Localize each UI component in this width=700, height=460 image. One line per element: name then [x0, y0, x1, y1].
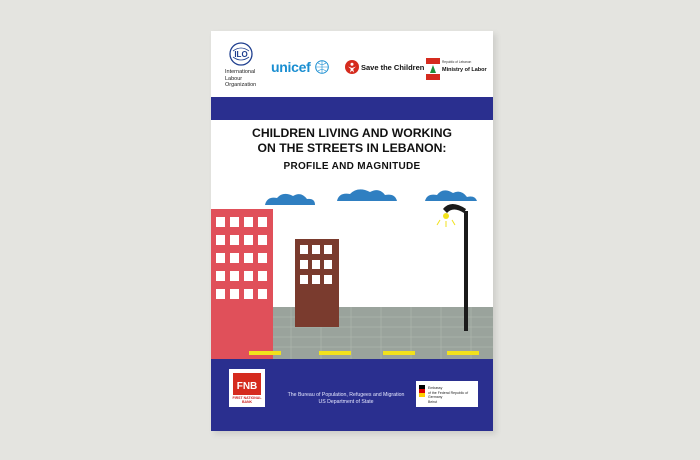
- report-cover: [211, 31, 493, 431]
- german-embassy-line2: of the Federal Republic of Germany: [428, 390, 469, 399]
- red-building: [211, 209, 273, 359]
- street-illustration: [211, 171, 493, 359]
- germany-flag-icon: [419, 385, 425, 397]
- fnb-logo: [229, 369, 265, 407]
- save-the-children-wordmark: Save the Children: [361, 63, 425, 72]
- unicef-logo: [271, 59, 329, 75]
- cloud-middle: [337, 189, 397, 201]
- lebanon-flag-icon: [426, 58, 440, 80]
- ministry-of-labor-logo: [426, 58, 487, 80]
- report-title: [211, 126, 493, 156]
- german-embassy-logo: [416, 381, 478, 407]
- report-title-line1: CHILDREN LIVING AND WORKING: [252, 126, 452, 140]
- ministry-small-text: Republic of Lebanon: [442, 60, 472, 64]
- bureau-credit: [271, 392, 421, 405]
- cloud-left: [265, 194, 315, 205]
- bureau-line1: The Bureau of Population, Refugees and Migration: [287, 392, 405, 398]
- ilo-name-line1: International: [225, 69, 256, 75]
- save-the-children-icon: [345, 60, 359, 74]
- report-subtitle: PROFILE AND MAGNITUDE: [283, 161, 421, 172]
- report-title-line2: ON THE STREETS IN LEBANON:: [257, 141, 447, 155]
- fnb-name: FIRST NATIONAL BANK: [232, 396, 262, 404]
- ministry-name: Ministry of Labor: [442, 67, 487, 73]
- ilo-name-line2: Labour: [225, 75, 243, 82]
- ilo-name-line3: Organization: [225, 82, 257, 88]
- unicef-globe-icon: [315, 60, 329, 74]
- cloud-right: [425, 190, 477, 201]
- top-navy-band: [211, 97, 493, 120]
- bureau-line2: US Department of State: [318, 398, 374, 405]
- german-embassy-text: [428, 386, 478, 404]
- unicef-wordmark: unicef: [271, 59, 311, 75]
- partner-logos-band: [211, 31, 493, 97]
- german-embassy-line3: Beirut: [428, 399, 438, 404]
- brown-building: [295, 239, 339, 327]
- fnb-monogram: FNB: [236, 381, 258, 392]
- ilo-logo-icon: [229, 42, 253, 66]
- svg-text:ILO: ILO: [234, 50, 248, 59]
- german-embassy-line1: Embassy: [428, 386, 443, 390]
